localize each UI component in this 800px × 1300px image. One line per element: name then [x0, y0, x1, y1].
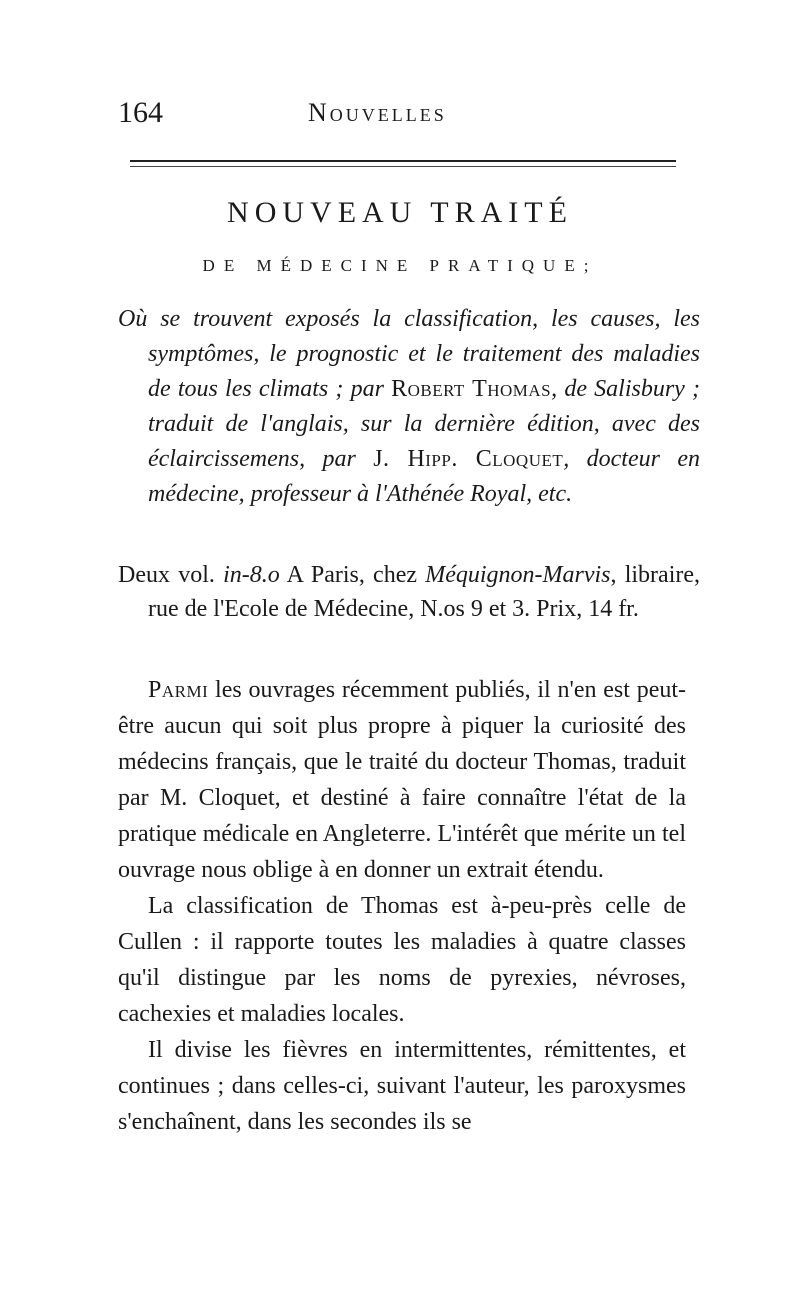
publisher-name: Méquignon-Marvis	[425, 562, 611, 588]
book-format: in-8.o	[223, 562, 280, 588]
paragraph-lead-word: Parmi	[148, 677, 209, 703]
running-title: Nouvelles	[308, 98, 447, 127]
article-title: NOUVEAU TRAITÉ	[227, 196, 573, 229]
description-part-1: Où se trouvent exposés la classification, les causes, les symptômes, le prognostic et le traitement des maladies de tous les climats ; par	[118, 306, 700, 402]
description-paragraph	[118, 302, 700, 512]
page-number: 164	[118, 96, 163, 129]
description-part-2: , de Salisbury ; traduit de l'anglais, sur la dernière édition, avec des éclaircissemens, par	[148, 376, 701, 472]
header-rule-thick	[130, 160, 676, 162]
article-subtitle: DE MÉDECINE PRATIQUE;	[202, 256, 598, 275]
article-body	[118, 672, 686, 1140]
publication-part-3: , libraire, rue de l'Ecole de Médecine, N.os 9 et 3. Prix, 14 fr.	[148, 562, 701, 622]
book-description	[118, 302, 700, 512]
body-paragraph-3: Il divise les fièvres en intermittentes, rémittentes, et continues ; dans celles-ci, suivant l'auteur, les paroxysmes s'enchaînent, dans les secondes ils se	[118, 1037, 686, 1135]
description-part-3: , docteur en médecine, professeur à l'Athénée Royal, etc.	[148, 446, 700, 507]
author-name: Robert Thomas	[391, 376, 552, 402]
body-paragraph-2: La classification de Thomas est à-peu-près celle de Cullen : il rapporte toutes les maladies à quatre classes qu'il distingue par les noms de pyrexies, névroses, cachexies et maladies locales.	[118, 893, 686, 1027]
publication-part-1: Deux vol.	[118, 562, 224, 588]
publication-info	[118, 558, 700, 626]
translator-name: J. Hipp. Cloquet	[373, 446, 564, 472]
running-head	[118, 96, 678, 136]
paragraph-1-text: les ouvrages récemment publiés, il n'en est peut-être aucun qui soit plus propre à piquer la curiosité des médecins français, que le traité du docteur Thomas, traduit par M. Cloquet, et destiné à faire connaître l'état de la pratique médicale en Angleterre. L'intérêt que mérite un tel ouvrage nous oblige à en donner un extrait étendu.	[118, 677, 686, 883]
header-rule-thin	[130, 166, 676, 167]
publication-part-2: A Paris, chez	[279, 562, 426, 588]
body-paragraph-1	[118, 672, 686, 888]
publication-paragraph	[118, 558, 700, 626]
